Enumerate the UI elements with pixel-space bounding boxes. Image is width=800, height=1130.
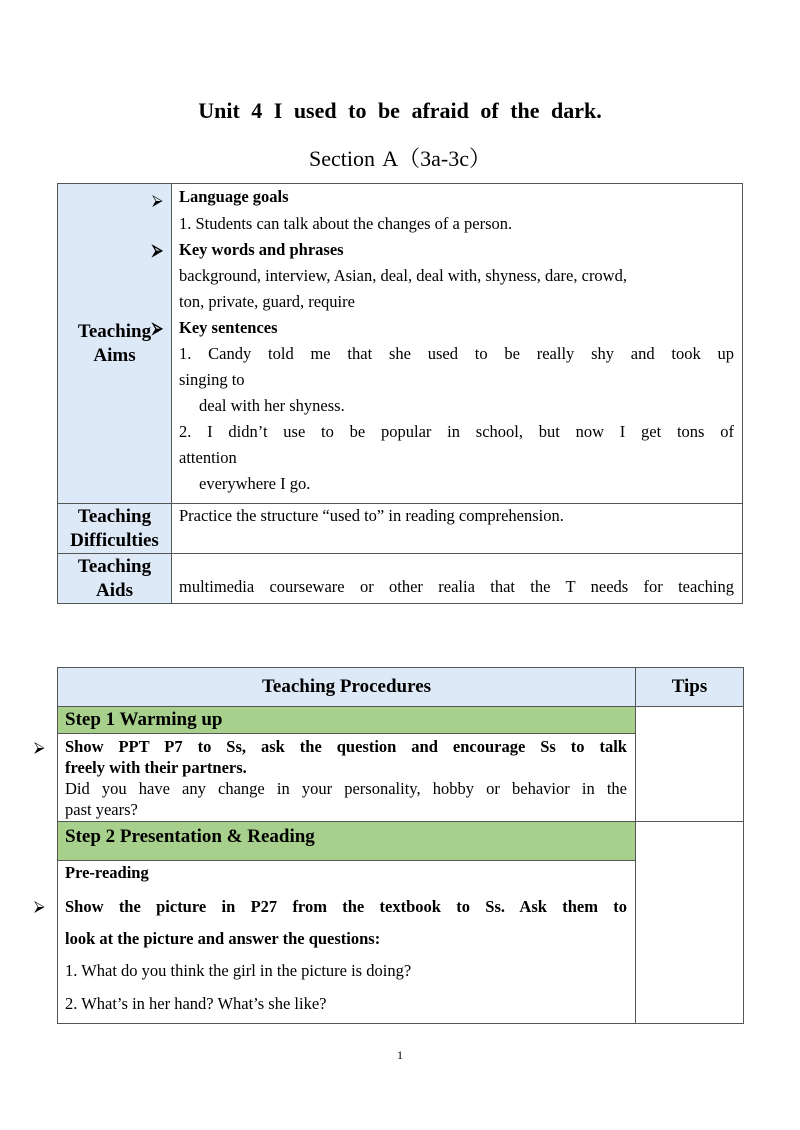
document-title: Unit 4 I used to be afraid of the dark. [198,98,602,123]
key-sentence-line: everywhere I go. [199,474,311,493]
aids-label-line2: Aids [96,579,133,601]
step2-title-row [58,822,744,861]
key-sentence-line: singing to [179,370,245,389]
step2-content [34,861,636,1024]
aids-label-line1: Teaching [77,555,152,577]
key-words-line: ton, private, guard, require [179,292,355,311]
section-subtitle: Section A（3a-3c） [308,146,492,171]
arrowhead-bullet-icon: ⮚ [152,191,163,209]
key-sentences-heading [152,315,734,341]
key-sentences-heading-text: Key sentences [179,318,278,337]
step2-title: Step 2 Presentation & Reading [58,822,636,861]
step2-instruction-line: look at the picture and answer the questions: [65,929,381,948]
procedures-header: Teaching Procedures [58,668,636,707]
key-sentence-line: 1. Candy told me that she used to be really shy and took up [179,344,734,363]
aids-text: multimedia courseware or other realia that the T needs for teaching [172,554,743,604]
teaching-aims-table [57,183,743,604]
step1-question-line: Did you have any change in your personality, hobby or behavior in the [65,779,627,798]
arrowhead-bullet-icon: ⮚ [34,738,45,756]
step1-instruction-line: Show PPT P7 to Ss, ask the question and encourage Ss to talk [65,737,627,756]
teaching-aims-label [58,184,172,504]
step1-question-line: past years? [65,800,138,819]
question-item: 1. What do you think the girl in the picture is doing? [65,961,412,980]
teaching-aids-label [58,554,172,604]
arrowhead-bullet-icon: ⮚ [34,897,45,915]
key-words-line: background, interview, Asian, deal, deal with, shyness, dare, crowd, [179,266,627,285]
step1-title-row [58,707,744,734]
procedures-header-row [58,668,744,707]
aims-row [58,184,743,504]
difficulties-text: Practice the structure “used to” in reading comprehension. [172,504,743,554]
difficulties-label-line1: Teaching [77,505,152,527]
arrowhead-bullet-icon: ⮚ [152,241,163,259]
aims-label-line2: Aims [93,344,136,366]
step2-instruction-line: Show the picture in P27 from the textbook to Ss. Ask them to [65,897,627,916]
prereading-heading: Pre-reading [65,863,149,882]
language-goals-heading: Language goals [179,187,289,206]
step2-tips-cell [636,822,744,1024]
page-number: 1 [397,1048,403,1062]
teaching-difficulties-label [58,504,172,554]
difficulties-row [58,504,743,554]
question-item: 2. What’s in her hand? What’s she like? [65,994,327,1013]
aids-row [58,554,743,604]
aims-label-line1: Teaching [77,320,152,342]
key-words-heading [152,237,734,263]
key-sentence-line: deal with her shyness. [199,396,345,415]
step1-instruction-line: freely with their partners. [65,758,247,777]
key-sentence-line: 2. I didn’t use to be popular in school, but now I get tons of [179,422,734,441]
step1-title: Step 1 Warming up [58,707,636,734]
language-goal-item: 1. Students can talk about the changes of a person. [179,214,513,233]
teaching-procedures-table [34,667,744,1024]
step1-tips-cell [636,707,744,822]
step1-content [34,734,636,822]
key-words-heading-text: Key words and phrases [179,240,344,259]
tips-header: Tips [636,668,744,707]
teaching-aims-content [152,184,743,504]
arrowhead-bullet-icon: ⮚ [152,319,163,337]
key-sentence-line: attention [179,448,237,467]
difficulties-label-line2: Difficulties [70,529,159,551]
